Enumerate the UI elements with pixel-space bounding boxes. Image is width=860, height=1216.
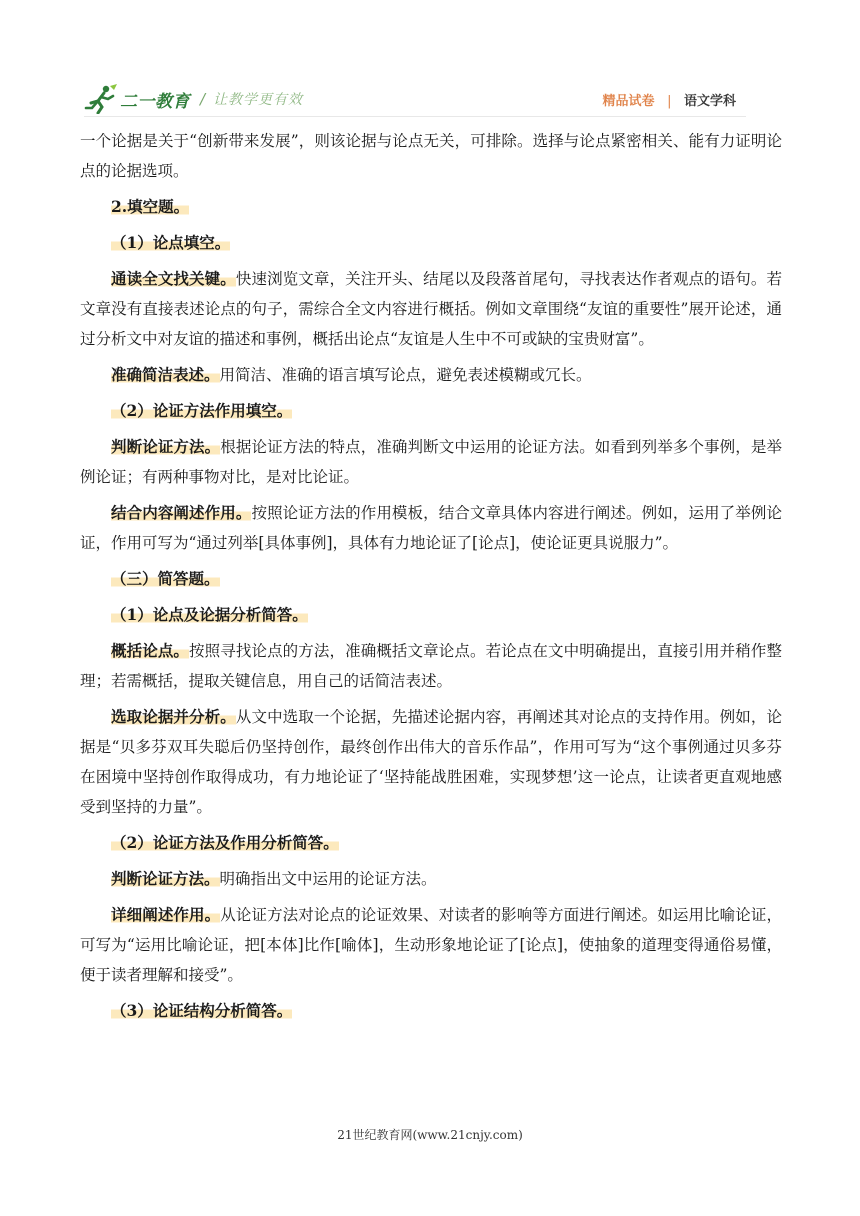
lead-phrase: 选取论据并分析。 bbox=[111, 707, 236, 726]
lead-phrase: 通读全文找关键。 bbox=[111, 269, 236, 288]
paragraph-concise: 准确简洁表述。用简洁、准确的语言填写论点，避免表述模糊或冗长。 bbox=[111, 365, 592, 384]
subheading-short-3: （3）论证结构分析简答。 bbox=[111, 1001, 293, 1020]
page-footer: 21世纪教育网(www.21cnjy.com) bbox=[337, 1128, 523, 1142]
header-divider bbox=[84, 116, 746, 117]
section-heading-fill: 2.填空题。 bbox=[111, 197, 190, 216]
lead-phrase: 判断论证方法。 bbox=[111, 437, 221, 456]
header-separator: | bbox=[667, 94, 672, 109]
page-header bbox=[84, 82, 784, 116]
paragraph-identify-method: 判断论证方法。明确指出文中运用的论证方法。 bbox=[111, 869, 437, 888]
paragraph-continuation: 一个论据是关于“创新带来发展”，则该论据与论点无关，可排除。选择与论点紧密相关、能有力证明论点的论据选项。 bbox=[80, 132, 782, 180]
running-person-icon bbox=[84, 84, 118, 114]
brand-slash: / bbox=[200, 90, 206, 108]
brand-logo bbox=[84, 82, 303, 116]
subheading-fill-1: （1）论点填空。 bbox=[111, 233, 231, 252]
brand-slogan: 让教学更有效 bbox=[213, 92, 304, 108]
subheading-fill-2: （2）论证方法作用填空。 bbox=[111, 401, 293, 420]
lead-phrase: 准确简洁表述。 bbox=[111, 365, 220, 384]
premium-label: 精品试卷 bbox=[602, 94, 655, 109]
paragraph-detail-effect: 详细阐述作用。从论证方法对论点的论证效果、对读者的影响等方面进行阐述。如运用比喻论证，可写为“运用比喻论证，把[本体]比作[喻体]，生动形象地论证了[论点]，使抽象的道理变得通俗易懂，便于读者理解和接受”。 bbox=[80, 905, 782, 984]
subheading-short-2: （2）论证方法及作用分析简答。 bbox=[111, 833, 339, 852]
section-heading-short: （三）简答题。 bbox=[111, 569, 220, 588]
lead-phrase: 概括论点。 bbox=[111, 641, 190, 660]
subject-label: 语文学科 bbox=[683, 94, 736, 109]
brand-name: 二一教育 bbox=[120, 91, 190, 112]
document-body bbox=[80, 126, 782, 1032]
lead-phrase: 详细阐述作用。 bbox=[111, 905, 221, 924]
paragraph-select-evidence: 选取论据并分析。从文中选取一个论据，先描述论据内容，再阐述其对论点的支持作用。例如，论据是“贝多芬双耳失聪后仍坚持创作，最终创作出伟大的音乐作品”，作用可写为“这个事例通过贝多芬在困境中坚持创作取得成功，有力地论证了‘坚持能战胜困难，实现梦想’这一论点，让读者更直观地感受到坚持的力量”。 bbox=[80, 707, 782, 816]
paragraph-summarize-thesis: 概括论点。按照寻找论点的方法，准确概括文章论点。若论点在文中明确提出，直接引用并稍作整理；若需概括，提取关键信息，用自己的话简洁表述。 bbox=[80, 641, 782, 690]
lead-phrase: 判断论证方法。 bbox=[111, 869, 220, 888]
lead-phrase: 结合内容阐述作用。 bbox=[111, 503, 252, 522]
paragraph-judge-method: 判断论证方法。根据论证方法的特点，准确判断文中运用的论证方法。如看到列举多个事例，是举例论证；有两种事物对比，是对比论证。 bbox=[80, 437, 782, 486]
header-category bbox=[603, 90, 736, 109]
paragraph-explain-effect: 结合内容阐述作用。按照论证方法的作用模板，结合文章具体内容进行阐述。例如，运用了举例论证，作用可写为“通过列举[具体事例]，具体有力地论证了[论点]，使论证更具说服力”。 bbox=[80, 503, 782, 552]
subheading-short-1: （1）论点及论据分析简答。 bbox=[111, 605, 308, 624]
paragraph-read-through: 通读全文找关键。快速浏览文章，关注开头、结尾以及段落首尾句，寻找表达作者观点的语句。若文章没有直接表述论点的句子，需综合全文内容进行概括。例如文章围绕“友谊的重要性”展开论述，通过分析文中对友谊的描述和事例，概括出论点“友谊是人生中不可或缺的宝贵财富”。 bbox=[80, 269, 782, 348]
